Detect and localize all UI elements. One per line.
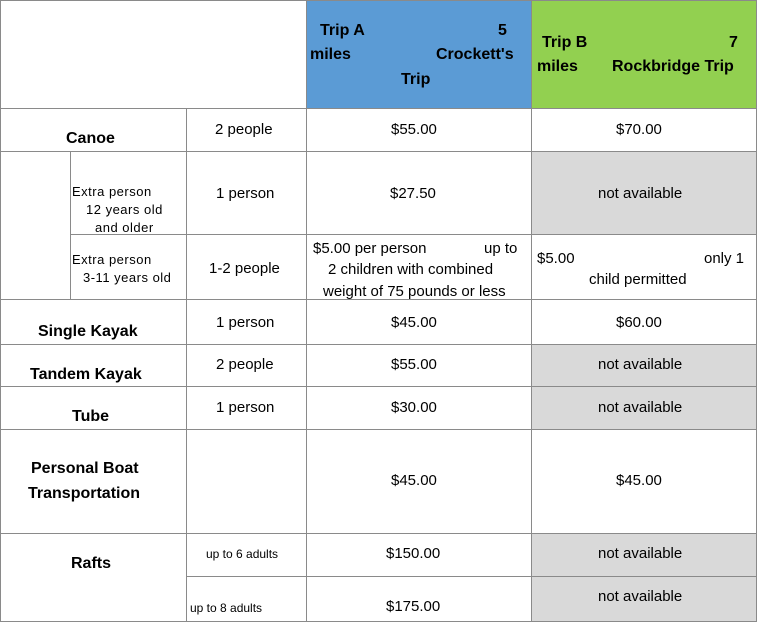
extra-3-label-line1: Extra person	[72, 252, 152, 267]
trip-b-miles: miles	[537, 58, 578, 75]
trip-b-distance: 7	[729, 34, 738, 51]
trip-a-miles: miles	[310, 46, 351, 63]
single-kayak-trip-b-price: $60.00	[616, 314, 662, 331]
extra-3-trip-a-line3: weight of 75 pounds or less	[323, 283, 506, 300]
extra-3-trip-b-price: $5.00	[537, 250, 575, 267]
rafts-6-qty: up to 6 adults	[206, 547, 279, 561]
tandem-kayak-trip-a-price: $55.00	[391, 356, 437, 373]
trip-b-title: Trip B	[542, 34, 588, 51]
boat-trip-b-price: $45.00	[616, 472, 662, 489]
trip-b-name: Rockbridge Trip	[612, 58, 734, 75]
tube-trip-b-price: not available	[598, 399, 683, 416]
boat-label-line1: Personal Boat	[31, 460, 139, 477]
extra-12-label-line3: and older	[95, 220, 154, 235]
boat-trip-a-price: $45.00	[391, 472, 437, 489]
extra-3-trip-b-line1-right: only 1	[704, 250, 745, 267]
rafts-8-trip-b-price: not available	[598, 588, 683, 605]
canoe-trip-a-price: $55.00	[391, 121, 437, 138]
extra-3-trip-a-line1-right: up to	[484, 240, 518, 257]
trip-a-title: Trip A	[320, 22, 365, 39]
canoe-qty: 2 people	[215, 121, 273, 138]
tandem-kayak-qty: 2 people	[216, 356, 274, 373]
rafts-8-trip-a-price: $175.00	[386, 598, 441, 615]
tube-label: Tube	[72, 408, 110, 425]
rafts-6-trip-b-price: not available	[598, 545, 683, 562]
tandem-kayak-label: Tandem Kayak	[30, 366, 142, 383]
canoe-trip-b-price: $70.00	[616, 121, 662, 138]
boat-label-line2: Transportation	[28, 485, 141, 502]
trip-b-header-cell	[531, 0, 757, 109]
single-kayak-trip-a-price: $45.00	[391, 314, 437, 331]
rafts-label-cell	[0, 533, 187, 622]
tube-qty: 1 person	[216, 399, 275, 416]
extra-3-trip-a-line2: 2 children with combined	[328, 261, 494, 278]
boat-label-cell	[0, 429, 187, 534]
rafts-label: Rafts	[71, 555, 112, 572]
single-kayak-qty: 1 person	[216, 314, 275, 331]
extra-3-qty: 1-2 people	[209, 260, 280, 277]
extra-3-trip-b-line2: child permitted	[589, 271, 687, 288]
extra-3-label-line2: 3-11 years old	[83, 270, 172, 285]
tandem-kayak-trip-b-price: not available	[598, 356, 683, 373]
trip-a-name-cont: Trip	[401, 71, 431, 88]
tube-trip-a-price: $30.00	[391, 399, 437, 416]
boat-qty-cell	[186, 429, 307, 534]
canoe-label: Canoe	[66, 130, 115, 147]
extra-12-trip-b-price: not available	[598, 185, 683, 202]
extra-12-qty: 1 person	[216, 185, 275, 202]
extra-indent-cell	[0, 151, 71, 300]
trip-a-distance: 5	[498, 22, 507, 39]
rafts-8-qty: up to 8 adults	[190, 601, 263, 615]
trip-a-name: Crockett's	[436, 46, 514, 63]
extra-12-label-line1: Extra person	[72, 184, 152, 199]
rafts-6-trip-a-price: $150.00	[386, 545, 441, 562]
extra-12-label-line2: 12 years old	[86, 202, 163, 217]
header-blank-cell	[0, 0, 307, 109]
extra-3-trip-a-line1: $5.00 per person	[313, 240, 427, 257]
single-kayak-label: Single Kayak	[38, 323, 138, 340]
extra-12-trip-a-price: $27.50	[390, 185, 436, 202]
